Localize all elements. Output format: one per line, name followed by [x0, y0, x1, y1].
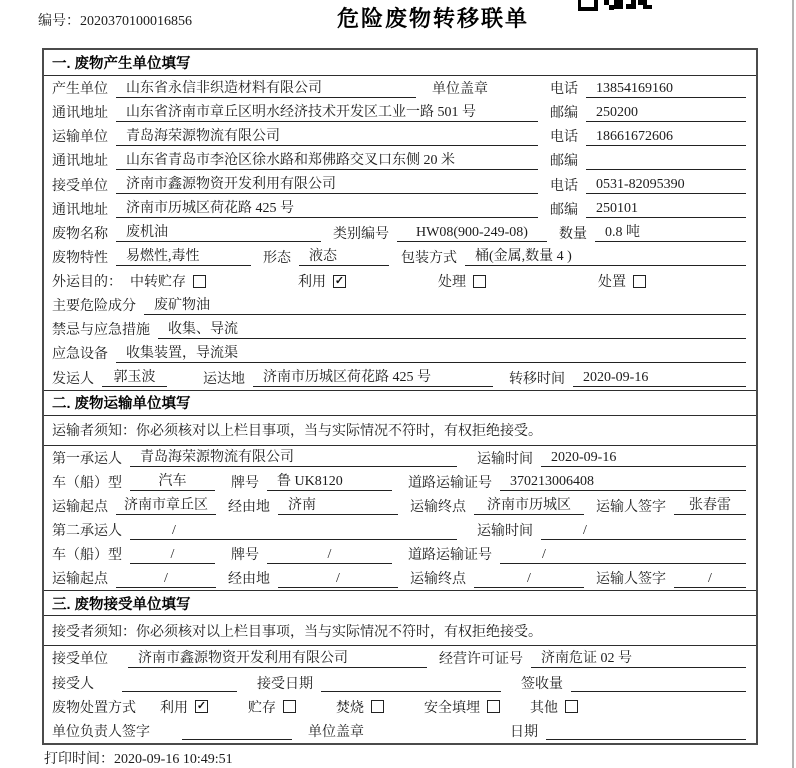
waste-form-label: 形态: [263, 250, 291, 266]
transport-time1-value: 2020-09-16: [541, 448, 746, 467]
row-receiving-unit: [44, 646, 756, 670]
purpose-dispose-checkbox: [633, 275, 646, 288]
disposal-option-utilize: [160, 697, 208, 717]
vehicle-type2-value: /: [130, 545, 215, 564]
packing-method-label: 包装方式: [401, 250, 457, 266]
producer-address-value: 山东省济南市章丘区明水经济技术开发区工业一路 501 号: [116, 103, 538, 122]
receiver-phone-label: 电话: [550, 178, 578, 194]
transporter-phone-label: 电话: [550, 130, 578, 146]
row-transporter-address: [44, 148, 756, 172]
producer-unit-label: 产生单位: [52, 82, 108, 98]
consignor-label: 发运人: [52, 371, 94, 387]
signed-quantity-label: 签收量: [521, 676, 563, 692]
producer-zip-value: 250200: [586, 103, 746, 122]
license-value: 济南危证 02 号: [531, 649, 746, 668]
hazard-component-label: 主要危险成分: [52, 299, 136, 315]
vehicle-type1-value: 汽车: [130, 472, 215, 491]
receiver-notice: 接受者须知：你必须核对以上栏目事项，当与实际情况不符时，有权拒绝接受。: [44, 616, 756, 646]
origin2-value: /: [116, 569, 216, 588]
destination-label: 运达地: [203, 371, 245, 387]
row-producer-address: [44, 100, 756, 124]
receiver-unit-value: 济南市鑫源物资开发利用有限公司: [116, 175, 538, 194]
waste-name-value: 废机油: [116, 223, 321, 242]
signed-quantity-value: [571, 673, 746, 692]
waste-quantity-value: 0.8 吨: [595, 223, 746, 242]
disposal-other-checkbox: [565, 700, 578, 713]
row-waste-property: [44, 245, 756, 269]
qr-code-fragment-icon: [578, 0, 654, 11]
second-carrier-value: /: [130, 521, 457, 540]
first-carrier-label: 第一承运人: [52, 451, 122, 467]
page-title: 危险废物转移联单: [336, 6, 529, 31]
disposal-option-storage: [248, 697, 296, 717]
receiver-zip-label: 邮编: [550, 202, 578, 218]
page-edge-line: [792, 0, 794, 768]
row-producer-unit: [44, 76, 756, 100]
disposal-option-other: [530, 697, 578, 717]
via1-value: 济南: [278, 496, 398, 515]
purpose-storage-label: 中转贮存: [130, 275, 186, 291]
waste-property-value: 易燃性,毒性: [116, 247, 251, 266]
via2-label: 经由地: [228, 572, 270, 588]
row-route1: [44, 494, 756, 518]
road-permit1-value: 370213006408: [500, 472, 746, 491]
transport-time1-label: 运输时间: [477, 451, 533, 467]
vehicle-type1-label: 车（船）型: [52, 475, 122, 491]
row-transfer-purpose: [44, 269, 756, 293]
waste-name-label: 废物名称: [52, 226, 108, 242]
receiver-person-value: [122, 673, 237, 692]
endpoint2-value: /: [474, 569, 584, 588]
disposal-storage-label: 贮存: [248, 700, 276, 716]
producer-phone-label: 电话: [550, 82, 578, 98]
transporter-unit-label: 运输单位: [52, 130, 108, 146]
section3-header: 三. 废物接受单位填写: [44, 590, 756, 616]
emergency-measures-value: 收集、导流: [158, 320, 746, 339]
purpose-treat-checkbox: [473, 275, 486, 288]
date-label: 日期: [510, 724, 538, 740]
row-responsible-signature: [44, 719, 756, 743]
origin1-value: 济南市章丘区: [116, 496, 216, 515]
emergency-measures-label: 禁忌与应急措施: [52, 323, 150, 339]
waste-form-value: 液态: [299, 247, 389, 266]
section1-header: 一. 废物产生单位填写: [44, 50, 756, 76]
endpoint1-label: 运输终点: [410, 499, 466, 515]
disposal-storage-checkbox: [283, 700, 296, 713]
disposal-landfill-label: 安全填埋: [424, 700, 480, 716]
consignor-value: 郭玉波: [102, 368, 167, 387]
carrier-sign2-value: /: [674, 569, 746, 588]
serial-label: 编号：: [38, 14, 80, 29]
plate1-value: 鲁 UK8120: [267, 472, 392, 491]
unit-seal-label: 单位盖章: [432, 82, 488, 98]
transporter-address-label: 通讯地址: [52, 154, 108, 170]
date-value: [546, 721, 746, 740]
row-receiver-unit: [44, 173, 756, 197]
via2-value: /: [278, 569, 398, 588]
transport-time2-label: 运输时间: [477, 524, 533, 540]
receiver-address-value: 济南市历城区荷花路 425 号: [116, 199, 538, 218]
transporter-unit-value: 青岛海荣源物流有限公司: [116, 127, 538, 146]
plate1-label: 牌号: [231, 475, 259, 491]
producer-phone-value: 13854169160: [586, 79, 746, 98]
row-transporter-unit: [44, 124, 756, 148]
plate2-value: /: [267, 545, 392, 564]
row-route2: [44, 566, 756, 590]
disposal-utilize-label: 利用: [160, 700, 188, 716]
row-vehicle2: [44, 542, 756, 566]
receive-date-label: 接受日期: [257, 676, 313, 692]
disposal-other-label: 其他: [530, 700, 558, 716]
row-second-carrier: [44, 518, 756, 542]
receiver-zip-value: 250101: [586, 199, 746, 218]
disposal-incinerate-checkbox: [371, 700, 384, 713]
row-receiver-address: [44, 197, 756, 221]
transporter-zip-label: 邮编: [550, 154, 578, 170]
waste-quantity-label: 数量: [559, 226, 587, 242]
waste-category-label: 类别编号: [333, 226, 389, 242]
endpoint2-label: 运输终点: [410, 572, 466, 588]
endpoint1-value: 济南市历城区: [474, 496, 584, 515]
receiver-person-label: 接受人: [52, 676, 94, 692]
responsible-signature-value: [182, 721, 292, 740]
transfer-form-table: [42, 48, 758, 745]
disposal-utilize-checkbox: ✓: [196, 700, 207, 713]
print-time-value: 2020-09-16 10:49:51: [114, 752, 233, 767]
purpose-storage-checkbox: [193, 275, 206, 288]
row-emergency-equipment: [44, 341, 756, 365]
destination-value: 济南市历城区荷花路 425 号: [253, 368, 493, 387]
disposal-landfill-checkbox: [487, 700, 500, 713]
carrier-sign1-value: 张春雷: [674, 496, 746, 515]
origin1-label: 运输起点: [52, 499, 108, 515]
transporter-zip-value: [586, 151, 746, 170]
emergency-equipment-label: 应急设备: [52, 347, 108, 363]
purpose-utilize-label: 利用: [298, 275, 326, 291]
disposal-option-incinerate: [336, 697, 384, 717]
producer-unit-value: 山东省永信非织造材料有限公司: [116, 79, 416, 98]
transport-time2-value: /: [541, 521, 746, 540]
row-consignor: [44, 366, 756, 390]
purpose-option-treat: [438, 271, 486, 291]
via1-label: 经由地: [228, 499, 270, 515]
purpose-option-utilize: [298, 271, 346, 291]
license-label: 经营许可证号: [439, 652, 523, 668]
origin2-label: 运输起点: [52, 572, 108, 588]
purpose-utilize-checkbox: ✓: [334, 274, 345, 287]
disposal-method-label: 废物处置方式: [52, 700, 136, 716]
print-time-line: [44, 748, 233, 768]
row-first-carrier: [44, 446, 756, 470]
transporter-notice: 运输者须知：你必须核对以上栏目事项，当与实际情况不符时，有权拒绝接受。: [44, 416, 756, 446]
transfer-time-value: 2020-09-16: [573, 368, 746, 387]
responsible-signature-label: 单位负责人签字: [52, 724, 150, 740]
packing-method-value: 桶(金属,数量 4 ): [465, 247, 746, 266]
serial-number: 2020370100016856: [80, 14, 192, 29]
unit-seal2-label: 单位盖章: [308, 724, 364, 740]
vehicle-type2-label: 车（船）型: [52, 548, 122, 564]
transporter-phone-value: 18661672606: [586, 127, 746, 146]
carrier-sign2-label: 运输人签字: [596, 572, 666, 588]
road-permit2-value: /: [500, 545, 746, 564]
first-carrier-value: 青岛海荣源物流有限公司: [130, 448, 457, 467]
receiving-unit-value: 济南市鑫源物资开发利用有限公司: [128, 649, 427, 668]
receiving-unit-label: 接受单位: [52, 652, 108, 668]
hazard-component-value: 废矿物油: [144, 296, 746, 315]
print-time-label: 打印时间：: [44, 752, 114, 767]
row-disposal-method: [44, 695, 756, 719]
emergency-equipment-value: 收集装置，导流渠: [116, 344, 746, 363]
receiver-phone-value: 0531-82095390: [586, 175, 746, 194]
row-waste-name: [44, 221, 756, 245]
waste-category-value: HW08(900-249-08): [397, 223, 547, 242]
plate2-label: 牌号: [231, 548, 259, 564]
producer-address-label: 通讯地址: [52, 106, 108, 122]
second-carrier-label: 第二承运人: [52, 524, 122, 540]
transporter-address-value: 山东省青岛市李沧区徐水路和郑佛路交叉口东侧 20 米: [116, 151, 538, 170]
carrier-sign1-label: 运输人签字: [596, 499, 666, 515]
purpose-option-storage: [130, 271, 206, 291]
purpose-option-dispose: [598, 271, 646, 291]
row-emergency-measures: [44, 317, 756, 341]
road-permit1-label: 道路运输证号: [408, 475, 492, 491]
purpose-dispose-label: 处置: [598, 275, 626, 291]
row-vehicle1: [44, 470, 756, 494]
row-receiver-person: [44, 671, 756, 695]
disposal-incinerate-label: 焚烧: [336, 700, 364, 716]
producer-zip-label: 邮编: [550, 106, 578, 122]
transfer-time-label: 转移时间: [509, 371, 565, 387]
disposal-option-landfill: [424, 697, 500, 717]
receiver-unit-label: 接受单位: [52, 178, 108, 194]
row-hazard-component: [44, 293, 756, 317]
receive-date-value: [321, 673, 501, 692]
road-permit2-label: 道路运输证号: [408, 548, 492, 564]
transfer-purpose-label: 外运目的：: [52, 275, 122, 291]
section2-header: 二. 废物运输单位填写: [44, 390, 756, 416]
waste-property-label: 废物特性: [52, 250, 108, 266]
receiver-address-label: 通讯地址: [52, 202, 108, 218]
purpose-treat-label: 处理: [438, 275, 466, 291]
